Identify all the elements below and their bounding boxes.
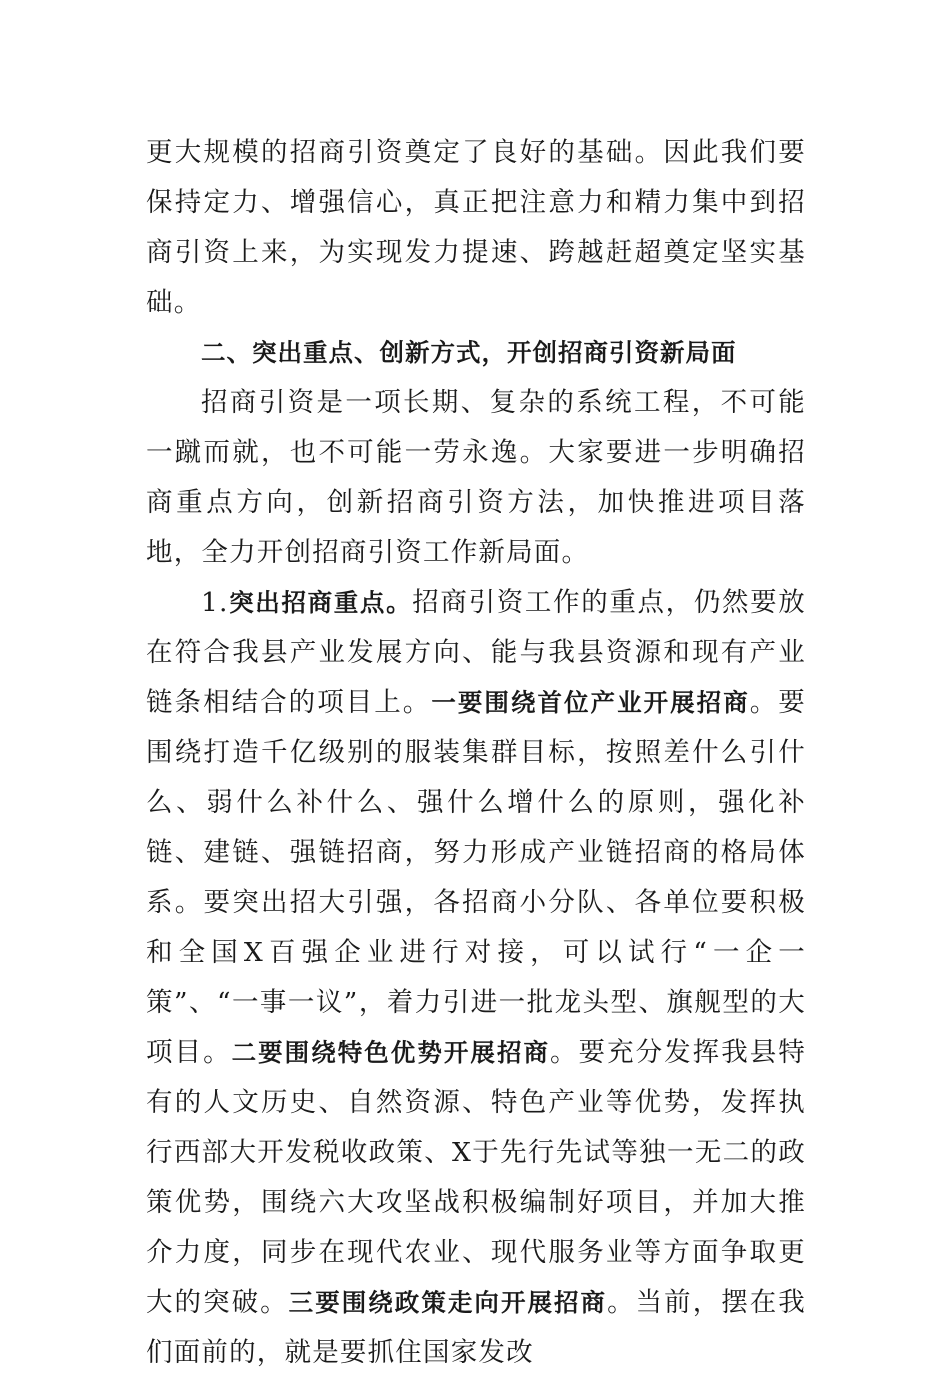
- section-heading: 二、突出重点、创新方式，开创招商引资新局面: [201, 338, 737, 367]
- paragraph-text: 。要围绕打造千亿级别的服装集群目标，按照差什么引什么、弱什么补什么、强什么增什么的原则，强化补链、建链、强链招商，努力形成产业链招商的格局体系。要突出招大引强，各招商小分队、各单位要积极和全国X百强企业进行对接，可以试行“一企一策”、“一事一议”，着力引进一批龙头型、旗舰型的大项目。: [146, 687, 807, 1068]
- bold-point-third: 三要围绕政策走向开展招商: [288, 1288, 608, 1317]
- bold-point-second: 二要围绕特色优势开展招商: [231, 1038, 551, 1067]
- item-title: 突出招商重点。: [228, 588, 413, 617]
- paragraph-text: 。要充分发挥我县特有的人文历史、自然资源、特色产业等优势，发挥执行西部大开发税收政策、X于先行先试等独一无二的政策优势，围绕六大攻坚战积极编制好项目，并加大推介力度，同步在现代农业、现代服务业等方面争取更大的突破。: [146, 1037, 806, 1318]
- item-number: 1.: [201, 587, 229, 618]
- paragraph-text: 招商引资工作的重点，仍然要放在符合我县产业发展方向、能与我县资源和现有产业链条相结合的项目上。: [146, 587, 806, 718]
- document-body: [146, 128, 806, 1378]
- paragraph-text: 。当前，摆在我们面前的，就是要抓住国家发改: [146, 1287, 806, 1368]
- paragraph-intro: 招商引资是一项长期、复杂的系统工程，不可能一蹴而就，也不可能一劳永逸。大家要进一步明确招商重点方向，创新招商引资方法，加快推进项目落地，全力开创招商引资工作新局面。: [146, 387, 806, 568]
- bold-point-first: 一要围绕首位产业开展招商: [431, 688, 750, 717]
- paragraph-key-points: [146, 578, 806, 1378]
- paragraph-continuation: 更大规模的招商引资奠定了良好的基础。因此我们要保持定力、增强信心，真正把注意力和精力集中到招商引资上来，为实现发力提速、跨越赶超奠定坚实基础。: [146, 137, 806, 318]
